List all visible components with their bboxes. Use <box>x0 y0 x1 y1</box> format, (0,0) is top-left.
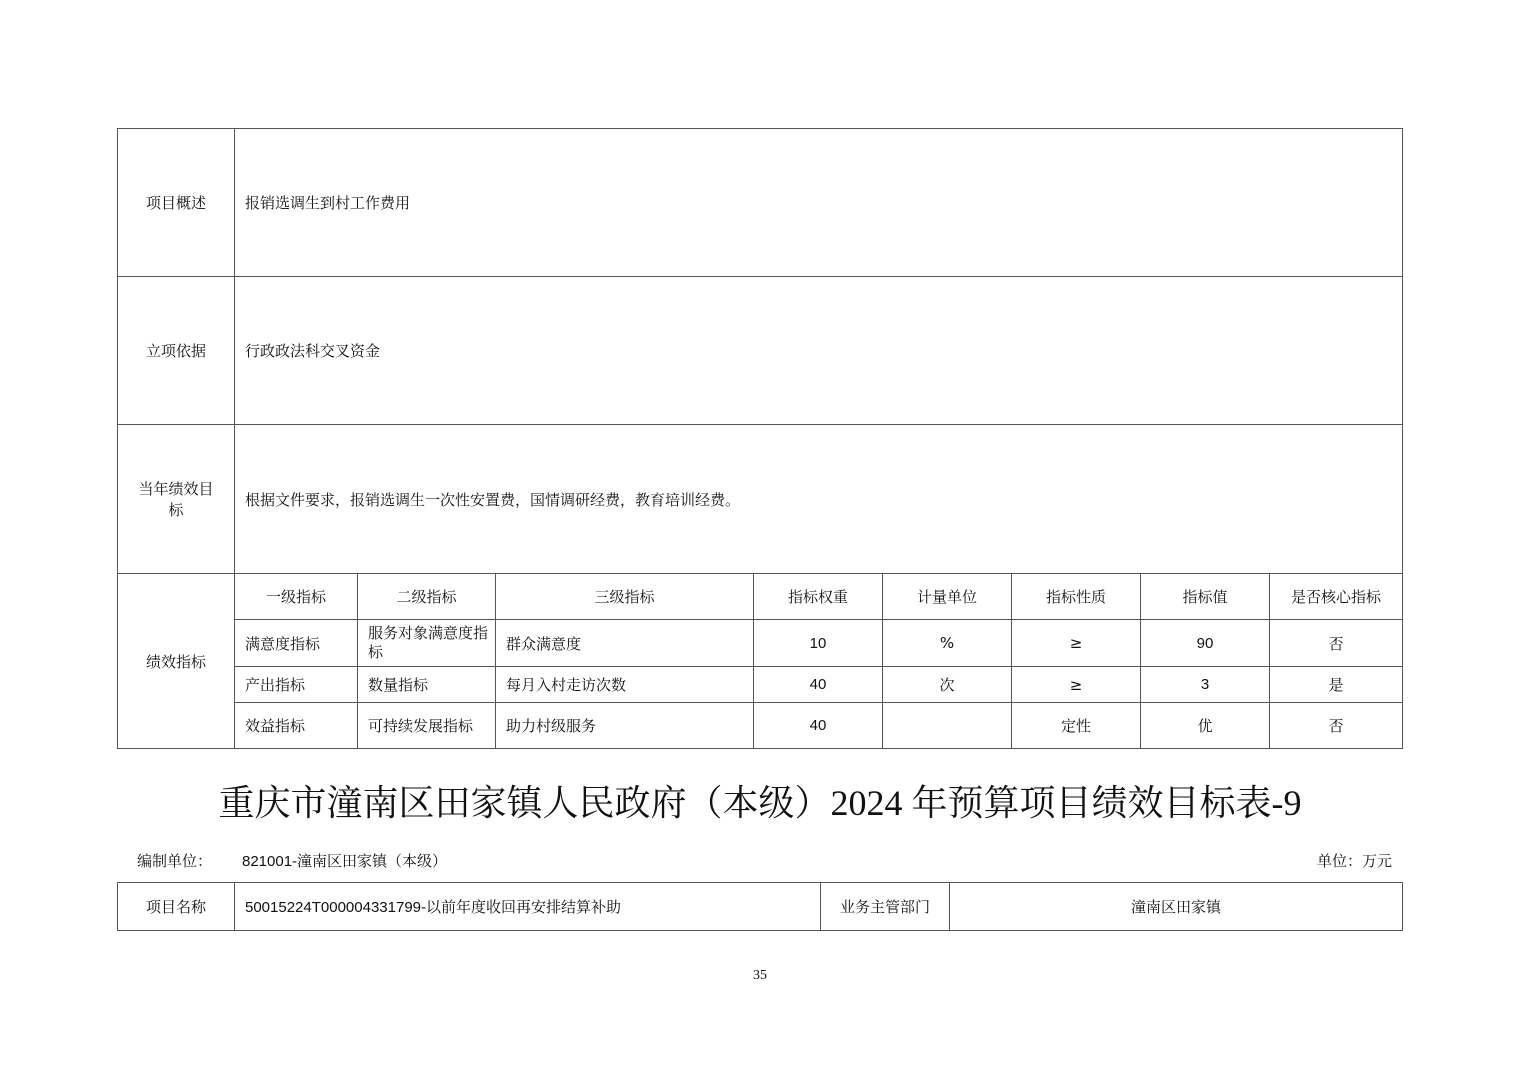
page-number: 35 <box>753 968 767 983</box>
table-row <box>118 620 1403 667</box>
header-level1: 一级指标 <box>235 574 358 620</box>
unit-value: 821001-潼南区田家镇（本级） <box>242 853 448 870</box>
currency-unit: 单位：万元 <box>1316 852 1392 870</box>
header-unit: 计量单位 <box>883 574 1012 620</box>
cell-nature: 定性 <box>1012 703 1141 749</box>
page-title: 重庆市潼南区田家镇人民政府（本级）2024 年预算项目绩效目标表-9 <box>218 783 1302 823</box>
overview-label: 项目概述 <box>118 129 235 277</box>
cell-unit: 次 <box>883 667 1012 703</box>
cell-level1: 产出指标 <box>235 667 358 703</box>
cell-nature: ≥ <box>1012 620 1141 667</box>
header-value: 指标值 <box>1141 574 1270 620</box>
cell-level3: 助力村级服务 <box>496 703 754 749</box>
header-level2: 二级指标 <box>358 574 496 620</box>
cell-level2: 可持续发展指标 <box>358 703 496 749</box>
cell-level2: 服务对象满意度指标 <box>358 620 496 667</box>
project-name-label: 项目名称 <box>118 883 235 931</box>
goal-label: 当年绩效目标 <box>118 425 235 574</box>
table-row <box>118 703 1403 749</box>
cell-weight: 10 <box>754 620 883 667</box>
cell-core: 否 <box>1270 620 1403 667</box>
goal-value: 根据文件要求，报销选调生一次性安置费，国情调研经费，教育培训经费。 <box>235 425 1403 574</box>
overview-value: 报销选调生到村工作费用 <box>235 129 1403 277</box>
basis-value: 行政政法科交叉资金 <box>235 277 1403 425</box>
indicators-label: 绩效指标 <box>118 574 235 749</box>
cell-level1: 满意度指标 <box>235 620 358 667</box>
cell-value: 90 <box>1141 620 1270 667</box>
cell-core: 否 <box>1270 703 1403 749</box>
cell-unit <box>883 703 1012 749</box>
cell-level3: 每月入村走访次数 <box>496 667 754 703</box>
header-core: 是否核心指标 <box>1270 574 1403 620</box>
cell-weight: 40 <box>754 667 883 703</box>
project-table <box>117 882 1403 931</box>
cell-core: 是 <box>1270 667 1403 703</box>
cell-value: 优 <box>1141 703 1270 749</box>
cell-unit: % <box>883 620 1012 667</box>
header-nature: 指标性质 <box>1012 574 1141 620</box>
dept-value: 潼南区田家镇 <box>950 883 1403 931</box>
cell-level2: 数量指标 <box>358 667 496 703</box>
header-weight: 指标权重 <box>754 574 883 620</box>
table-row <box>118 667 1403 703</box>
dept-label: 业务主管部门 <box>821 883 950 931</box>
performance-table <box>117 128 1403 749</box>
cell-weight: 40 <box>754 703 883 749</box>
cell-level3: 群众满意度 <box>496 620 754 667</box>
unit-label: 编制单位： <box>137 852 213 870</box>
cell-value: 3 <box>1141 667 1270 703</box>
project-name-value: 50015224T000004331799-以前年度收回再安排结算补助 <box>235 883 821 931</box>
header-level3: 三级指标 <box>496 574 754 620</box>
cell-nature: ≥ <box>1012 667 1141 703</box>
basis-label: 立项依据 <box>118 277 235 425</box>
cell-level1: 效益指标 <box>235 703 358 749</box>
